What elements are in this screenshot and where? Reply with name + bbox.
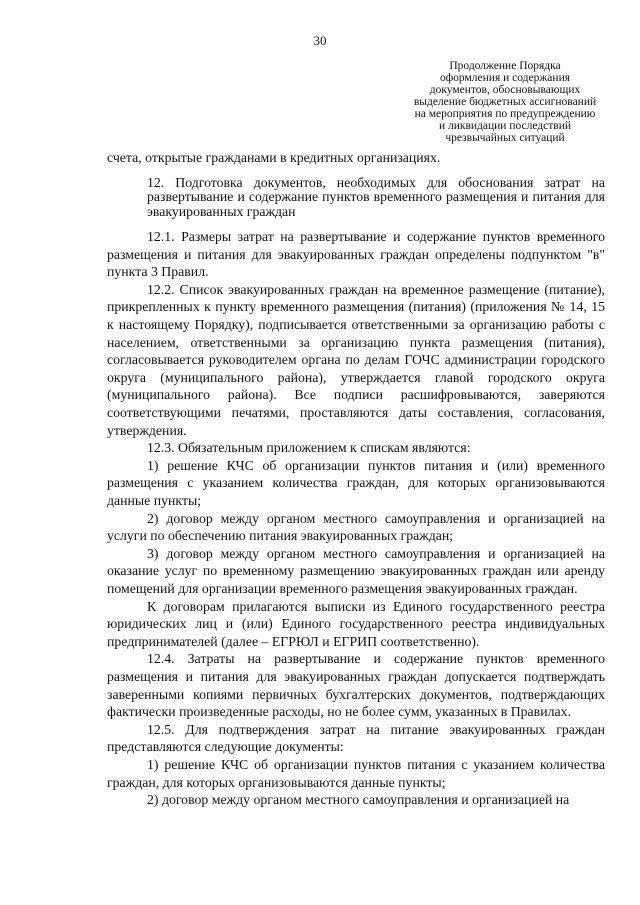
- paragraph: 12.4. Затраты на развертывание и содержание пунктов временного размещения и питания для эвакуированных граждан допускается подтверждать заверенными копиями первичных бухгалтерских документов, подтверждающих фактически произведенные расходы, но не более сумм, указанных в Правилах.: [107, 651, 605, 720]
- running-head-line: оформления и содержания: [439, 72, 571, 84]
- paragraph: 12.1. Размеры затрат на развертывание и содержание пунктов временного размещения и питания для эвакуированных граждан определены подпунктом "в" пункта 3 Правил.: [107, 229, 605, 280]
- running-head-line: чрезвычайных ситуаций: [445, 132, 565, 144]
- list-item: 1) решение КЧС об организации пунктов питания с указанием количества граждан, для которых организовываются данные пункты;: [107, 756, 605, 790]
- running-head-line: на мероприятия по предупреждению: [414, 108, 596, 120]
- paragraph: счета, открытые гражданами в кредитных организациях.: [107, 150, 441, 165]
- paragraph: К договорам прилагаются выписки из Единого государственного реестра юридических лиц и (или) Единого государственного реестра индивидуальных предпринимателей (далее – ЕГРЮЛ и ЕГРИП соответственно).: [107, 598, 605, 649]
- document-body: [107, 149, 605, 809]
- list-item: 2) договор между органом местного самоуправления и организацией на: [147, 792, 570, 808]
- section-heading: 12. Подготовка документов, необходимых для обоснования затрат на развертывание и содержание пунктов временного размещения и питания для эвакуированных граждан: [147, 174, 605, 219]
- paragraph: 12.2. Список эвакуированных граждан на временное размещение (питание), прикрепленных к пункту временного размещения (питания) (приложения № 14, 15 к настоящему Порядку), подписывается ответственными за организацию работы с населением, ответственными за организацию пункта размещения (питания), согласовывается руководителем органа по делам ГОЧС администрации городского округа (муниципального района), утверждается главой городского округа (муниципального района). Все подписи расшифровываются, заверяются соответствующими печатями, проставляются даты составления, согласования, утверждения.: [107, 281, 605, 438]
- page-number: 30: [313, 33, 327, 48]
- list-item: 2) договор между органом местного самоуправления и организацией на услуги по обеспечению питания эвакуированных граждан;: [107, 510, 605, 544]
- list-item: 3) договор между органом местного самоуправления и организацией на оказание услуг по временному размещению эвакуированных граждан или аренду помещений для организации временного размещения эвакуированных граждан.: [107, 545, 605, 596]
- running-head-line: выделение бюджетных ассигнований: [413, 96, 597, 108]
- paragraph: 12.3. Обязательным приложением к спискам являются:: [147, 440, 471, 456]
- paragraph: 12.5. Для подтверждения затрат на питание эвакуированных граждан представляются следующие документы:: [107, 721, 605, 755]
- running-head-line: и ликвидации последствий: [438, 120, 572, 132]
- list-item: 1) решение КЧС об организации пунктов питания и (или) временного размещения с указанием количества граждан, для которых организовываются данные пункты;: [107, 457, 605, 508]
- running-head: [372, 60, 638, 144]
- running-head-line: Продолжение Порядка: [449, 60, 561, 72]
- running-head-line: документов, обосновывающих: [429, 84, 581, 96]
